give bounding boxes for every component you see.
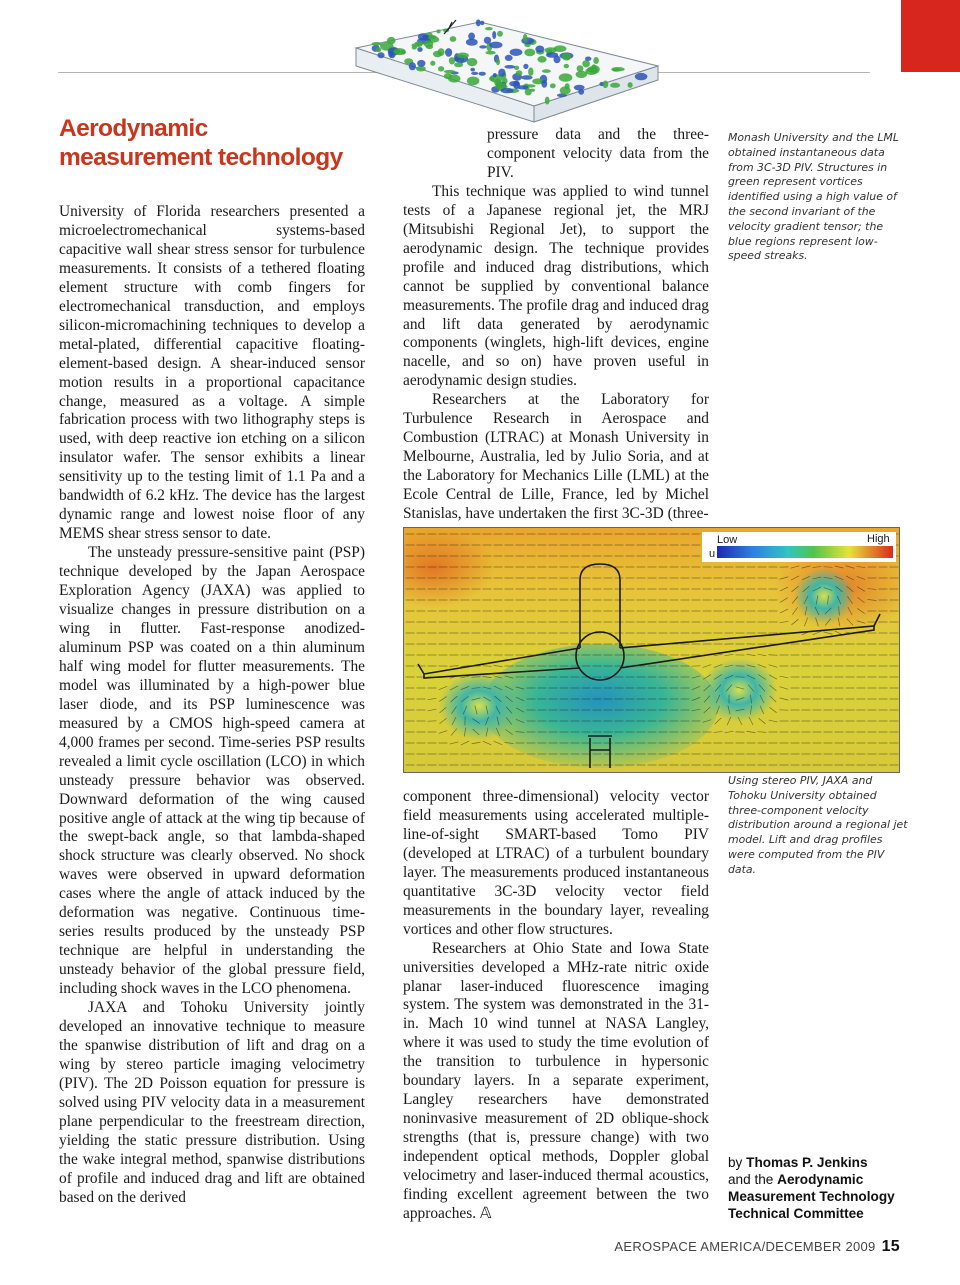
flow-structure bbox=[550, 83, 556, 88]
flow-structure bbox=[535, 46, 544, 53]
flow-structure bbox=[438, 66, 444, 71]
paragraph: The unsteady pressure-sensitive paint (PSP) technique developed by the Japan Aerospace Exploration Agency (JAXA) was applied to visualize changes in pressure distribution on a wing in flutter. Fast-response anodized-aluminum PSP was coated on a thin aluminum half wing model for flutter measurements. The model was illuminated by a high-power blue laser diode, and its PSP luminescence was measured by a CMOS high-speed camera at 4,000 frames per second. Time-series PSP results revealed a limit cycle oscillation (LCO) in which unsteady pressure behavior was observed. Downward deformation of the wing caused positive angle of attack at the wing tip because of the swept-back angle, so that lambda-shaped shock structure was clearly observed. No shock waves were observed in upward deformation cases where the angle of attack induced by the deformation was negative. Continuous time-series results produced by the unsteady PSP technique are helpful in understanding the unsteady behavior of the global pressure field, including shock waves in the LCO phenomena. bbox=[59, 544, 365, 998]
flow-structure bbox=[489, 42, 502, 49]
flow-structure bbox=[523, 64, 528, 69]
column-2-top bbox=[403, 126, 709, 524]
byline-author-line bbox=[728, 1154, 918, 1171]
flow-structure bbox=[562, 53, 571, 61]
flow-structure bbox=[387, 37, 396, 44]
paragraph: component three-dimensional) velocity vector field measurements using accelerated multiple-line-of-sight SMART-based Tomo PIV (developed at LTRAC) of a turbulent boundary layer. The measurements produced instantaneous quantitative 3C-3D velocity vector field measurements in the boundary layer, revealing vortices and other flow structures. bbox=[403, 788, 709, 938]
flow-structure bbox=[509, 81, 519, 86]
flow-structure bbox=[610, 83, 620, 88]
legend-low-label: Low bbox=[717, 534, 738, 546]
flow-structure bbox=[412, 46, 417, 50]
flow-structure bbox=[546, 52, 558, 58]
jet-velocity-figure bbox=[403, 527, 900, 773]
flow-structure bbox=[564, 64, 569, 68]
flow-structure bbox=[574, 85, 585, 91]
flow-structure bbox=[582, 60, 590, 67]
paragraph: pressure data and the three-component velocity data from the PIV. bbox=[487, 126, 709, 181]
footer-publication: AEROSPACE AMERICA/DECEMBER 2009 bbox=[614, 1239, 876, 1254]
column-2-bottom bbox=[403, 788, 709, 1224]
flow-structure bbox=[444, 70, 456, 73]
flow-structure bbox=[418, 33, 428, 40]
flow-structure bbox=[524, 49, 535, 57]
caption-top: Monash University and the LML obtained instantaneous data from 3C-3D PIV. Structures in green represent vortices identified using a high value of the second invariant of the velocity gradient tensor; the blue regions represent low-speed streaks. bbox=[728, 131, 899, 263]
flow-structure bbox=[409, 62, 416, 70]
flow-structure bbox=[454, 62, 463, 67]
flow-structure bbox=[476, 19, 481, 26]
flow-structure bbox=[541, 80, 547, 88]
flow-structure bbox=[504, 65, 515, 69]
flow-structure bbox=[560, 86, 571, 94]
end-mark-icon: 𝔸 bbox=[479, 1204, 492, 1222]
flow-structure bbox=[470, 68, 475, 72]
flow-structure bbox=[466, 39, 478, 46]
byline-committee-3: Technical Committee bbox=[728, 1206, 864, 1221]
flow-structure bbox=[480, 21, 484, 25]
flow-structure bbox=[372, 42, 382, 46]
flow-structure bbox=[635, 73, 648, 80]
paragraph: This technique was applied to wind tunnel tests of a Japanese regional jet, the MRJ (Mitsubishi Regional Jet), to support the aerodynamic design. The technique provides profile and induced drag distributions, which cannot be supplied by conventional balance measurements. The profile drag and induced drag and lift data generated by aerodynamic components (winglets, high-lift devices, engine nacelle, and so on) have proven useful in aerodynamic design studies. bbox=[403, 182, 709, 390]
byline-committee-1: Aerodynamic bbox=[777, 1172, 864, 1187]
flow-structure bbox=[467, 77, 479, 86]
flow-structure bbox=[585, 68, 597, 75]
flow-structure bbox=[484, 37, 491, 44]
flow-structure bbox=[394, 48, 406, 55]
flow-structure bbox=[444, 73, 452, 79]
flow-structure bbox=[496, 59, 500, 66]
legend-variable: u bbox=[709, 548, 716, 560]
flow-structure bbox=[485, 51, 495, 55]
flow-structure bbox=[376, 47, 382, 52]
paragraph-text: Researchers at Ohio State and Iowa State universities developed a MHz-rate nitric oxide planar laser-induced fluorescence imaging system. The system was demonstrated in the 31-in. Mach 10 wind tunnel at NASA Langley, where it was used to study the time evolution of the transition to turbulence in hypersonic boundary layers. In a separate experiment, Langley researchers have demonstrated noninvasive measurement of 2D oblique-shock strengths (that is, pressure change) with two independent optical methods, Doppler global velocimetry and laser-induced thermal acoustics, finding excellent agreement between the two approaches. bbox=[403, 939, 709, 1222]
byline bbox=[728, 1154, 918, 1222]
byline-committee-2: Measurement Technology bbox=[728, 1189, 895, 1204]
flow-structure bbox=[424, 40, 434, 47]
flow-structure bbox=[510, 49, 523, 56]
flow-structure bbox=[433, 51, 442, 57]
flow-structure bbox=[428, 35, 437, 39]
section-color-tab bbox=[901, 0, 960, 72]
paragraph: University of Florida researchers presented a microelectromechanical systems-based capacitive wall shear stress sensor for turbulence measurements. It consists of a tethered floating element structure with comb fingers for electromechanical transduction, and employs silicon-micromachining techniques to develop a metal-plated, differential capacitive floating-element-based design. A shear-induced sensor motion results in a proportional capacitance change, measured as a voltage. A simple fabrication process with two lithography steps is used, with deep reactive ion etching on a silicon insulator wafer. The sensor exhibits a linear sensitivity up to the testing limit of 1.1 Pa and a bandwidth of 6.2 kHz. The device has the largest dynamic range and lowest noise floor of any MEMS shear stress sensor to date. bbox=[59, 203, 365, 543]
flow-structure bbox=[544, 47, 557, 53]
flow-structure bbox=[377, 52, 384, 58]
flow-structure bbox=[525, 88, 532, 95]
flow-structure bbox=[493, 73, 497, 77]
title-line-1: Aerodynamic bbox=[59, 115, 208, 142]
flow-structure bbox=[577, 65, 584, 72]
flow-structure bbox=[497, 31, 503, 37]
flow-structure bbox=[498, 69, 505, 77]
flow-structure bbox=[516, 70, 523, 76]
paragraph bbox=[403, 940, 709, 1224]
flow-structure bbox=[489, 76, 494, 81]
flow-structure bbox=[542, 69, 551, 73]
article-title bbox=[59, 114, 359, 172]
flow-structure bbox=[537, 56, 546, 63]
paragraph: Researchers at the Laboratory for Turbulence Research in Aerospace and Combustion (LTRAC) at Monash University in Melbourne, Australia, led by Julio Soria, and at the Laboratory for Mechanics Lille (LML) at the Ecole Central de Lille, France, led by Michel Stanislas, have undertaken the first 3C-3D (three- bbox=[403, 391, 709, 523]
tomo-piv-3d-visualization bbox=[352, 18, 660, 126]
caption-bottom: Using stereo PIV, JAXA and Tohoku University obtained three-component velocity distribution around a regional jet model. Lift and drag profiles were computed from the PIV data. bbox=[728, 774, 908, 876]
flow-structure bbox=[603, 81, 609, 89]
flow-structure bbox=[485, 27, 493, 30]
title-line-2: measurement technology bbox=[59, 144, 343, 171]
flow-structure bbox=[417, 47, 422, 52]
byline-committee-line-1 bbox=[728, 1171, 918, 1188]
flow-structure bbox=[523, 34, 528, 42]
byline-prefix: by bbox=[728, 1155, 743, 1170]
flow-structure bbox=[479, 45, 487, 48]
velocity-field-plot bbox=[404, 528, 900, 773]
flow-structure bbox=[500, 88, 513, 93]
flow-structure bbox=[611, 67, 624, 71]
flow-structure bbox=[457, 53, 469, 59]
flow-structure bbox=[559, 73, 573, 81]
flow-structure bbox=[492, 31, 496, 39]
page-footer bbox=[614, 1238, 900, 1256]
byline-middle: and the bbox=[728, 1172, 774, 1187]
page-number: 15 bbox=[881, 1238, 900, 1255]
flow-structure bbox=[505, 55, 513, 61]
flow-structure bbox=[430, 61, 435, 66]
flow-structure bbox=[628, 82, 633, 88]
column-1 bbox=[59, 203, 365, 1208]
flow-structure bbox=[585, 57, 591, 61]
flow-structure bbox=[479, 72, 486, 76]
flow-structure bbox=[450, 36, 457, 42]
colorbar bbox=[717, 546, 893, 558]
flow-structure bbox=[576, 71, 587, 78]
legend-high-label: High bbox=[867, 533, 890, 545]
flow-structure bbox=[593, 57, 599, 64]
flow-structure bbox=[471, 72, 478, 75]
flow-structure bbox=[545, 97, 550, 105]
flow-structure bbox=[467, 58, 478, 66]
flow-structure bbox=[436, 29, 440, 33]
flow-structure bbox=[528, 68, 533, 76]
flow-structure bbox=[494, 79, 501, 87]
byline-author: Thomas P. Jenkins bbox=[746, 1155, 868, 1170]
flow-structure bbox=[417, 60, 425, 67]
flow-structure bbox=[445, 48, 452, 57]
paragraph: JAXA and Tohoku University jointly developed an innovative technique to measure the spanwise distribution of lift and drag on a wing by stereo particle imaging velocimetry (PIV). The 2D Poisson equation for pressure is solved using PIV velocity data in a measurement plane perpendicular to the freestream direction, yielding the static pressure distribution. Using the wake integral method, spanwise distributions of profile and induced drag and lift are obtained based on the derived bbox=[59, 999, 365, 1206]
